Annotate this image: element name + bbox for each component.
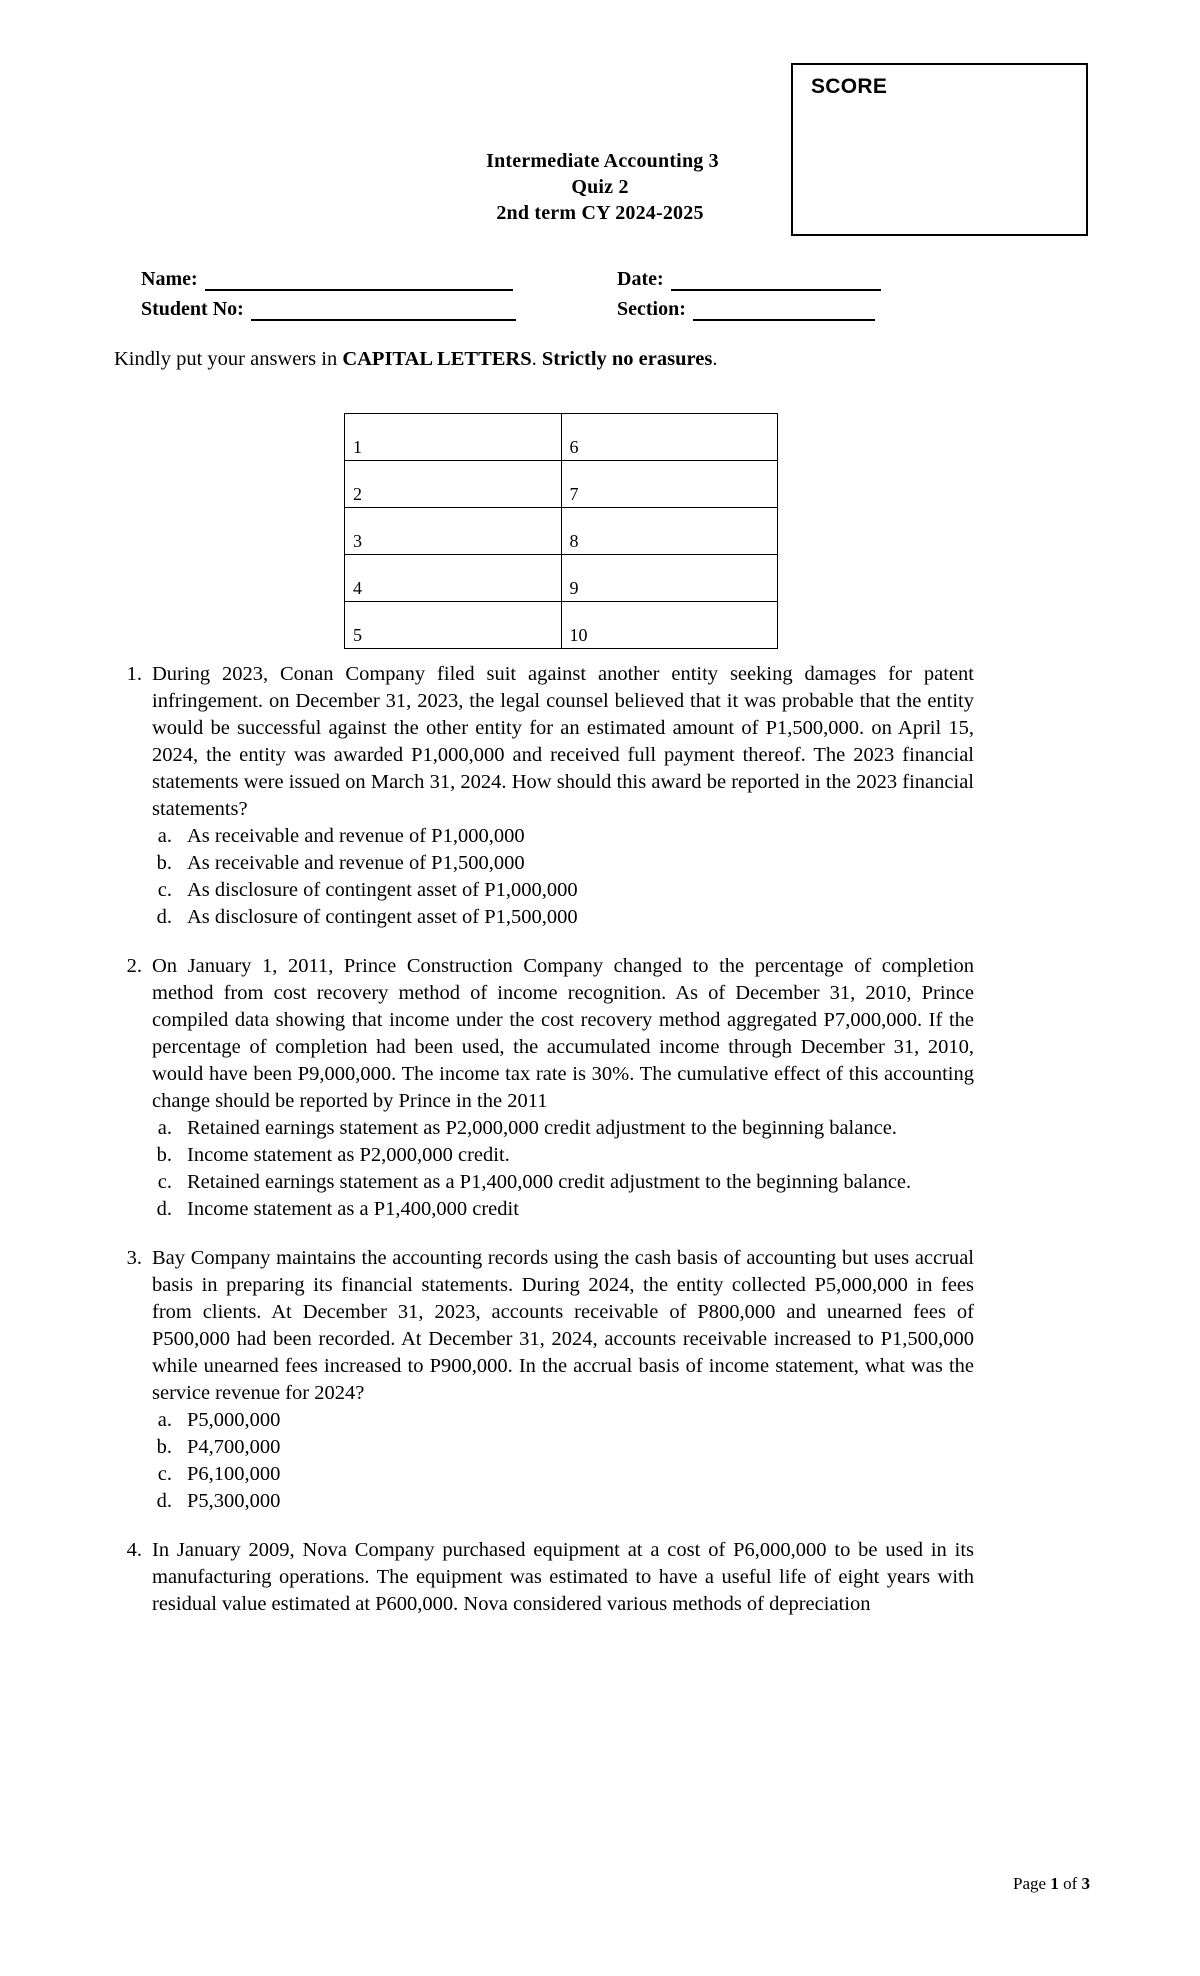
section-input[interactable] (693, 302, 875, 321)
identity-row-2 (0, 298, 1200, 328)
document-title-block (0, 148, 1200, 226)
option-letter: d. (156, 906, 172, 928)
instruction-emphasis-1: CAPITAL LETTERS (342, 348, 532, 370)
instruction-text (114, 348, 717, 371)
page-footer (1013, 1874, 1090, 1894)
answer-cell[interactable]: 1 (345, 414, 562, 461)
question-number: 4. (126, 1539, 142, 1561)
name-input[interactable] (205, 272, 513, 291)
date-input[interactable] (671, 272, 881, 291)
question-text: On January 1, 2011, Prince Construction Company changed to the percentage of completion method from cost recovery method of income recognition. As of December 31, 2010, Prince compiled data showing that income under the cost recovery method aggregated P7,000,000. If the percentage of completion had been used, the accumulated income through December 31, 2010, would have been P9,000,000. The income tax rate is 30%. The cumulative effect of this accounting change should be reported by Prince in the 2011 (152, 955, 974, 1112)
answer-cell[interactable]: 10 (561, 602, 778, 649)
option-text: P4,700,000 (187, 1436, 281, 1458)
option-letter: c. (157, 1463, 172, 1485)
option-text: As receivable and revenue of P1,000,000 (187, 825, 525, 847)
answer-table-row (345, 461, 778, 508)
answer-cell[interactable]: 9 (561, 555, 778, 602)
option-letter: b. (156, 1436, 172, 1458)
question-option[interactable] (152, 1488, 974, 1515)
answer-table-row (345, 508, 778, 555)
answer-table-row (345, 602, 778, 649)
answer-cell[interactable]: 8 (561, 508, 778, 555)
question-number: 2. (126, 955, 142, 977)
question-number: 1. (126, 663, 142, 685)
question-text: In January 2009, Nova Company purchased equipment at a cost of P6,000,000 to be used in its manufacturing operations. The equipment was estimated to have a useful life of eight years with residual value estimated at P600,000. Nova considered various methods of depreciation (152, 1539, 974, 1615)
option-text: Income statement as a P1,400,000 credit (187, 1198, 519, 1220)
question-item (114, 1245, 974, 1515)
question-option[interactable] (152, 1196, 974, 1223)
question-options (152, 823, 974, 931)
date-label: Date: (617, 268, 664, 290)
question-option[interactable] (152, 1115, 974, 1142)
answer-cell[interactable]: 2 (345, 461, 562, 508)
option-text: P6,100,000 (187, 1463, 281, 1485)
option-text: Retained earnings statement as a P1,400,000 credit adjustment to the beginning balance. (187, 1171, 912, 1193)
title-quiz: Quiz 2 (571, 176, 629, 198)
option-text: As receivable and revenue of P1,500,000 (187, 852, 525, 874)
student-no-input[interactable] (251, 302, 516, 321)
name-field-group (141, 268, 513, 291)
answer-cell[interactable]: 7 (561, 461, 778, 508)
question-number: 3. (126, 1247, 142, 1269)
footer-page-word: Page (1013, 1874, 1051, 1893)
date-field-group (617, 268, 881, 291)
section-field-group (617, 298, 875, 321)
instruction-part-3: . (712, 348, 718, 370)
option-text: As disclosure of contingent asset of P1,000,000 (187, 879, 578, 901)
option-letter: b. (156, 1144, 172, 1166)
instruction-emphasis-2: Strictly no erasures (541, 348, 713, 370)
option-text: P5,300,000 (187, 1490, 281, 1512)
question-option[interactable] (152, 1169, 974, 1196)
question-option[interactable] (152, 823, 974, 850)
answer-cell[interactable]: 6 (561, 414, 778, 461)
footer-current-page: 1 (1050, 1874, 1059, 1893)
question-item (114, 661, 974, 931)
question-text: During 2023, Conan Company filed suit against another entity seeking damages for patent infringement. on December 31, 2023, the legal counsel believed that it was probable that the entity would be successful against the other entity for an estimated amount of P1,500,000. on April 15, 2024, the entity was awarded P1,000,000 and received full payment thereof. The 2023 financial statements were issued on March 31, 2024. How should this award be reported in the 2023 financial statements? (152, 663, 974, 820)
student-no-field-group (141, 298, 516, 321)
footer-of-word: of (1058, 1874, 1082, 1893)
option-letter: c. (157, 1171, 172, 1193)
title-course: Intermediate Accounting 3 (486, 150, 719, 172)
option-text: Income statement as P2,000,000 credit. (187, 1144, 510, 1166)
answer-table-body (345, 414, 778, 649)
student-no-label: Student No: (141, 298, 244, 320)
question-text: Bay Company maintains the accounting records using the cash basis of accounting but uses accrual basis in preparing its financial statements. During 2024, the entity collected P5,000,000 in fees from clients. At December 31, 2023, accounts receivable of P800,000 and unearned fees of P500,000 had been recorded. At December 31, 2024, accounts receivable increased to P1,500,000 while unearned fees increased to P900,000. In the accrual basis of income statement, what was the service revenue for 2024? (152, 1247, 974, 1404)
question-item (114, 953, 974, 1223)
name-label: Name: (141, 268, 198, 290)
answer-sheet-table (344, 413, 778, 649)
option-letter: a. (157, 1409, 172, 1431)
question-option[interactable] (152, 1407, 974, 1434)
question-option[interactable] (152, 1461, 974, 1488)
option-text: As disclosure of contingent asset of P1,500,000 (187, 906, 578, 928)
option-letter: d. (156, 1198, 172, 1220)
option-letter: c. (157, 879, 172, 901)
section-label: Section: (617, 298, 686, 320)
answer-cell[interactable]: 4 (345, 555, 562, 602)
question-option[interactable] (152, 877, 974, 904)
question-item (114, 1537, 974, 1618)
question-options (152, 1407, 974, 1515)
option-letter: b. (156, 852, 172, 874)
instruction-part-1: Kindly put your answers in (114, 348, 343, 370)
title-term: 2nd term CY 2024-2025 (496, 202, 704, 224)
identity-fields (0, 268, 1200, 338)
score-label: SCORE (811, 75, 888, 98)
questions-list (114, 661, 974, 1640)
question-option[interactable] (152, 904, 974, 931)
option-letter: d. (156, 1490, 172, 1512)
answer-table-row (345, 555, 778, 602)
footer-total-pages: 3 (1081, 1874, 1090, 1893)
answer-table-row (345, 414, 778, 461)
answer-cell[interactable]: 3 (345, 508, 562, 555)
instruction-part-2: . (531, 348, 542, 370)
option-letter: a. (157, 1117, 172, 1139)
answer-cell[interactable]: 5 (345, 602, 562, 649)
identity-row-1 (0, 268, 1200, 298)
question-option[interactable] (152, 850, 974, 877)
option-text: Retained earnings statement as P2,000,000 credit adjustment to the beginning balance. (187, 1117, 897, 1139)
question-option[interactable] (152, 1142, 974, 1169)
question-option[interactable] (152, 1434, 974, 1461)
option-text: P5,000,000 (187, 1409, 281, 1431)
question-options (152, 1115, 974, 1223)
option-letter: a. (157, 825, 172, 847)
